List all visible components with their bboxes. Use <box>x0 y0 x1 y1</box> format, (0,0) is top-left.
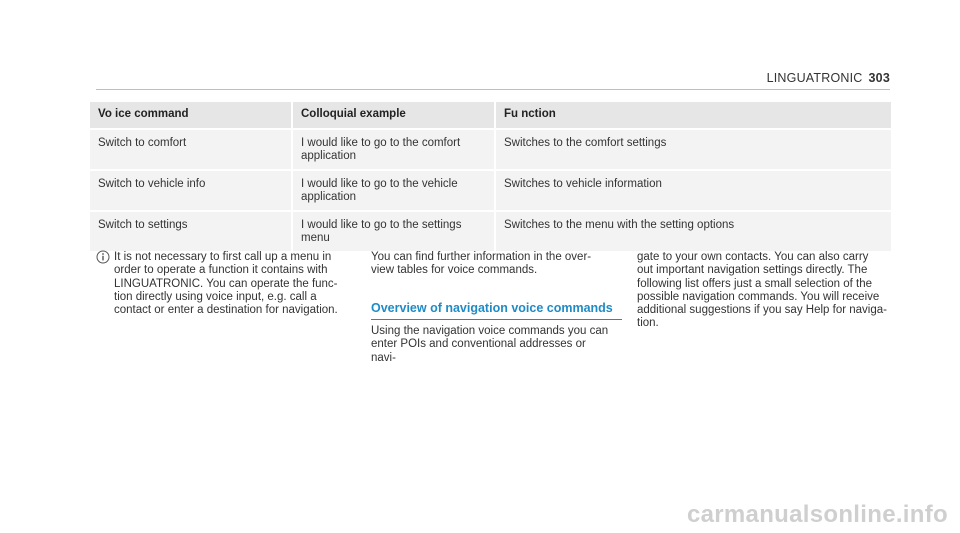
table-cell: I would like to go to the vehicle application <box>292 170 495 211</box>
column-header: Vo ice command <box>90 102 292 129</box>
table-cell: Switches to the menu with the setting options <box>495 211 891 252</box>
page-number: 303 <box>868 71 890 85</box>
section-intro-text: Using the navigation voice commands you can enter POIs and conventional addresses or navi- <box>371 325 609 364</box>
table-cell: Switch to comfort <box>90 129 292 170</box>
table-cell: Switch to vehicle info <box>90 170 292 211</box>
watermark: carmanualsonline.info <box>686 501 948 528</box>
header-divider <box>96 89 890 90</box>
table-row <box>90 170 891 211</box>
section-title: Overview of navigation voice commands <box>371 301 622 320</box>
table-header-row <box>90 102 891 129</box>
table-row <box>90 211 891 252</box>
table-cell: I would like to go to the comfort application <box>292 129 495 170</box>
table-cell: Switch to settings <box>90 211 292 252</box>
further-info-text: You can find further information in the over- view tables for voice commands. <box>371 251 592 277</box>
column-header: Colloquial example <box>292 102 495 129</box>
table-cell: I would like to go to the settings menu <box>292 211 495 252</box>
page-header <box>767 71 890 85</box>
info-icon <box>96 250 110 264</box>
column-header: Fu nction <box>495 102 891 129</box>
voice-command-table <box>90 102 891 253</box>
note-text: It is not necessary to first call up a menu in order to operate a function it contains with LINGUATRONIC. You can operate the func- tion directly using voice input, e.g. call a contact or enter a destination for navigation. <box>114 251 338 317</box>
table-cell: Switches to vehicle information <box>495 170 891 211</box>
section-continuation-text: gate to your own contacts. You can also carry out important navigation settings directly. The following list offers just a small selection of the possible navigation commands. You will receive additional suggestions if you say Help for naviga- tion. <box>637 251 887 330</box>
table-cell: Switches to the comfort settings <box>495 129 891 170</box>
header-section: LINGUATRONIC <box>766 71 863 85</box>
table-row <box>90 129 891 170</box>
